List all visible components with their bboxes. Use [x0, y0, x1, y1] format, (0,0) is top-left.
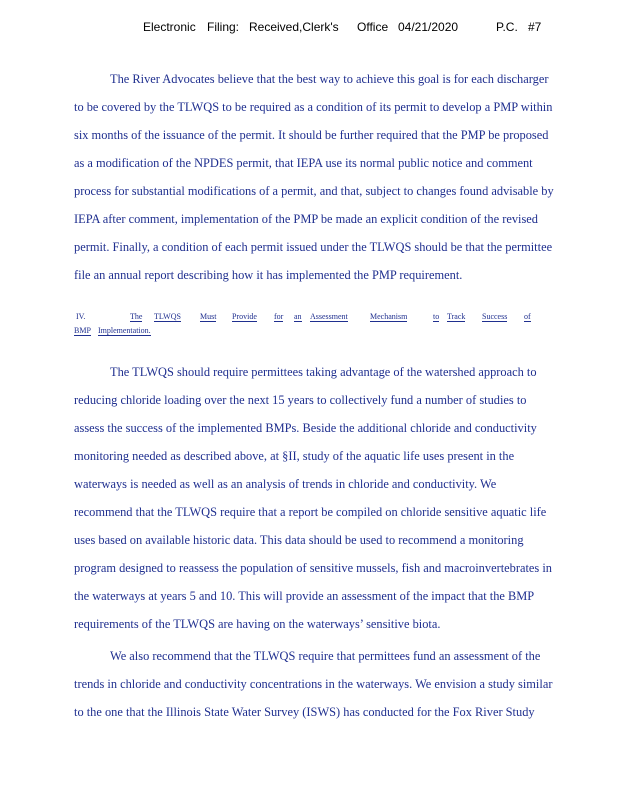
para3-line: trends in chloride and conductivity concentrations in the waterways. We envision a study similar [74, 677, 553, 691]
para1-line: permit. Finally, a condition of each permit issued under the TLWQS should be that the permittee [74, 240, 553, 254]
para1-line: file an annual report describing how it has implemented the PMP requirement. [74, 268, 463, 282]
heading-word: for [274, 312, 284, 321]
header-filing: Filing: [207, 20, 240, 34]
para1-line: to be covered by the TLWQS to be required as a condition of its permit to develop a PMP within [74, 100, 553, 114]
heading-word: Provide [232, 312, 257, 321]
heading-word: of [524, 312, 531, 321]
header-received: Received,Clerk's [249, 20, 339, 34]
header-pc: P.C. [496, 20, 518, 34]
para1-line: The River Advocates believe that the best way to achieve this goal is for each discharger [110, 72, 549, 86]
header-pc-number: #7 [528, 20, 542, 34]
heading-word: The [130, 312, 143, 321]
section-number: IV. [76, 312, 86, 321]
heading-word: to [433, 312, 440, 321]
para1-line: six months of the issuance of the permit. It should be further required that the PMP be proposed [74, 128, 549, 142]
filing-header [0, 20, 618, 36]
para1-line: IEPA after comment, implementation of the PMP be made an explicit condition of the revised [74, 212, 538, 226]
para3-line: to the one that the Illinois State Water Survey (ISWS) has conducted for the Fox River Study [74, 705, 535, 719]
para2-line: uses based on available historic data. This data should be used to recommend a monitoring [74, 533, 524, 547]
heading-word: Success [482, 312, 508, 321]
para1-line: as a modification of the NPDES permit, that IEPA use its normal public notice and comment [74, 156, 533, 170]
heading-word: Mechanism [370, 312, 408, 321]
heading-word: Track [447, 312, 466, 321]
para2-line: the waterways at years 5 and 10. This will provide an assessment of the impact that the BMP [74, 589, 535, 603]
heading-word: Implementation. [98, 326, 151, 335]
para2-line: recommend that the TLWQS require that a report be compiled on chloride sensitive aquatic life [74, 505, 547, 519]
para2-line: requirements of the TLWQS are having on the waterways’ sensitive biota. [74, 617, 441, 631]
heading-word: Assessment [310, 312, 348, 321]
para2-line: monitoring needed as described above, at §II, study of the aquatic life uses present in the [74, 449, 515, 463]
heading-word: TLWQS [154, 312, 181, 321]
heading-word: BMP [74, 326, 91, 335]
header-date: 04/21/2020 [398, 20, 459, 34]
para3-line: We also recommend that the TLWQS require that permittees fund an assessment of the [110, 649, 541, 663]
header-electronic: Electronic [143, 20, 196, 34]
para1-line: process for substantial modifications of a permit, and that, subject to changes found advisable by [74, 184, 554, 198]
para2-line: waterways is needed as well as an analysis of trends in chloride and conductivity. We [74, 477, 497, 491]
heading-word: Must [200, 312, 217, 321]
para2-line: program designed to reassess the population of sensitive mussels, fish and macroinvertebrates in [74, 561, 552, 575]
header-office: Office [357, 20, 389, 34]
para2-line: The TLWQS should require permittees taking advantage of the watershed approach to [110, 365, 537, 379]
para2-line: reducing chloride loading over the next 15 years to collectively fund a number of studies to [74, 393, 527, 407]
heading-word: an [294, 312, 302, 321]
para2-line: assess the success of the implemented BMPs. Beside the additional chloride and conductivity [74, 421, 537, 435]
